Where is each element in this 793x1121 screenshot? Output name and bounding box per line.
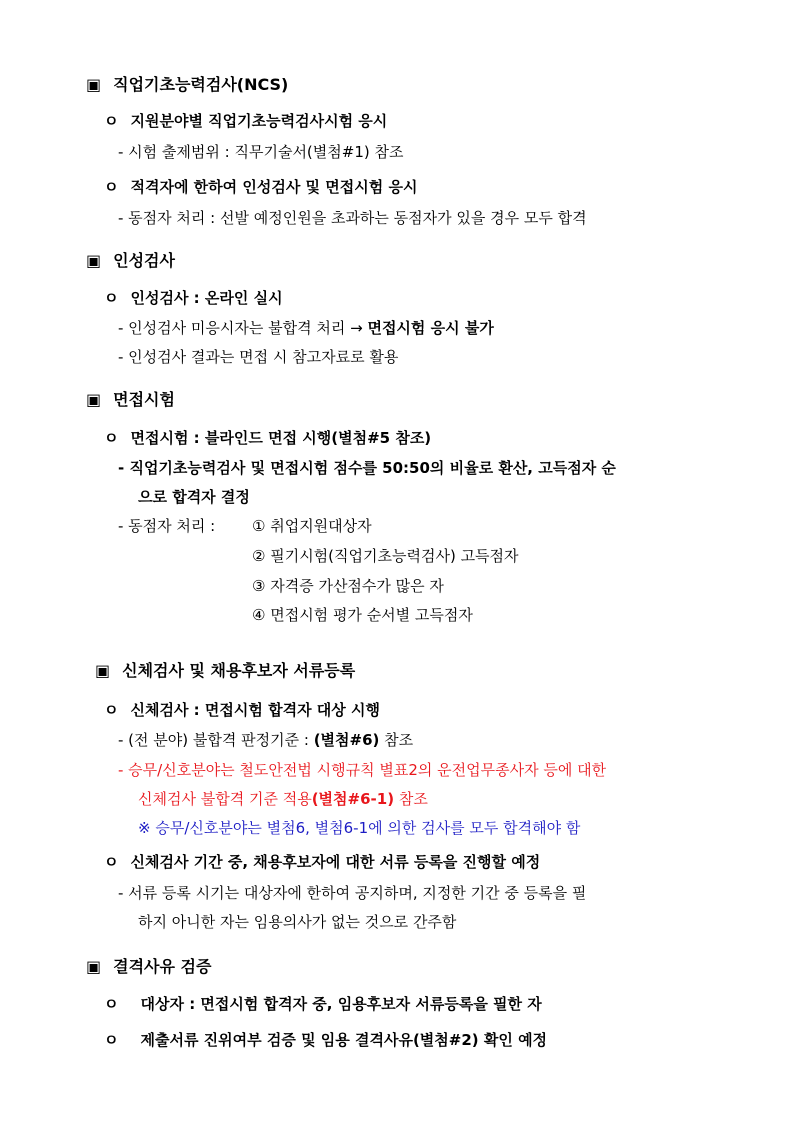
note-line-blue: ※ 승무/신호분야는 별첨6, 별첨6-1에 의한 검사를 모두 합격해야 함 [138, 819, 581, 837]
circle-bullet-icon: ㅇ [104, 853, 119, 871]
detail-line: - (전 분야) 불합격 판정기준 : (별첨#6) 참조 [118, 731, 414, 749]
circle-item: ㅇ 신체검사 : 면접시험 합격자 대상 시행 [104, 701, 380, 719]
detail-line: - 직업기초능력검사 및 면접시험 점수를 50:50의 비율로 환산, 고득점자 순 [118, 459, 616, 477]
circle-item: ㅇ 신체검사 기간 중, 채용후보자에 대한 서류 등록을 진행할 예정 [104, 853, 541, 871]
section-heading-personality: ▣ 인성검사 [86, 251, 175, 270]
section-heading-medical: ▣ 신체검사 및 채용후보자 서류등록 [95, 661, 356, 680]
square-bullet-icon: ▣ [86, 957, 102, 976]
detail-line-red-cont: 신체검사 불합격 기준 적용(별첨#6-1) 참조 [138, 790, 428, 808]
circle-item: ㅇ 지원분야별 직업기초능력검사시험 응시 [104, 112, 388, 130]
tie-item: ① 취업지원대상자 [252, 517, 372, 535]
circle-bullet-icon: ㅇ [104, 178, 119, 196]
square-bullet-icon: ▣ [86, 251, 102, 270]
circle-bullet-icon: ㅇ [104, 112, 119, 130]
circle-item: ㅇ 면접시험 : 블라인드 면접 시행(별첨#5 참조) [104, 429, 432, 447]
circle-bullet-icon: ㅇ [104, 701, 119, 719]
circle-item: ㅇ 적격자에 한하여 인성검사 및 면접시험 응시 [104, 178, 418, 196]
tie-item: ② 필기시험(직업기초능력검사) 고득점자 [252, 547, 519, 565]
square-bullet-icon: ▣ [95, 661, 111, 680]
detail-line-cont: 으로 합격자 결정 [138, 488, 250, 506]
detail-line: - 인성검사 미응시자는 불합격 처리 → 면접시험 응시 불가 [118, 319, 494, 337]
circle-item: ㅇ 인성검사 : 온라인 실시 [104, 289, 283, 307]
section-heading-disqualification: ▣ 결격사유 검증 [86, 957, 212, 976]
circle-item: ㅇ 제출서류 진위여부 검증 및 임용 결격사유(별첨#2) 확인 예정 [104, 1031, 548, 1049]
circle-bullet-icon: ㅇ [104, 1031, 119, 1049]
circle-bullet-icon: ㅇ [104, 429, 119, 447]
square-bullet-icon: ▣ [86, 390, 102, 409]
section-heading-interview: ▣ 면접시험 [86, 390, 175, 409]
detail-line-cont: 하지 아니한 자는 임용의사가 없는 것으로 간주함 [138, 913, 457, 931]
detail-line: - 인성검사 결과는 면접 시 참고자료로 활용 [118, 348, 399, 366]
section-heading-ncs: ▣ 직업기초능력검사(NCS) [86, 75, 289, 94]
tie-item: ④ 면접시험 평가 순서별 고득점자 [252, 606, 473, 624]
circle-bullet-icon: ㅇ [104, 289, 119, 307]
circle-bullet-icon: ㅇ [104, 995, 119, 1013]
tie-label: - 동점자 처리 : [118, 517, 216, 535]
circle-item: ㅇ 대상자 : 면접시험 합격자 중, 임용후보자 서류등록을 필한 자 [104, 995, 542, 1013]
detail-line: - 시험 출제범위 : 직무기술서(별첨#1) 참조 [118, 143, 404, 161]
tie-item: ③ 자격증 가산점수가 많은 자 [252, 577, 444, 595]
detail-line: - 서류 등록 시기는 대상자에 한하여 공지하며, 지정한 기간 중 등록을 필 [118, 884, 587, 902]
detail-line: - 동점자 처리 : 선발 예정인원을 초과하는 동점자가 있을 경우 모두 합격 [118, 209, 587, 227]
square-bullet-icon: ▣ [86, 75, 102, 94]
detail-line-red: - 승무/신호분야는 철도안전법 시행규칙 별표2의 운전업무종사자 등에 대한 [118, 761, 607, 779]
